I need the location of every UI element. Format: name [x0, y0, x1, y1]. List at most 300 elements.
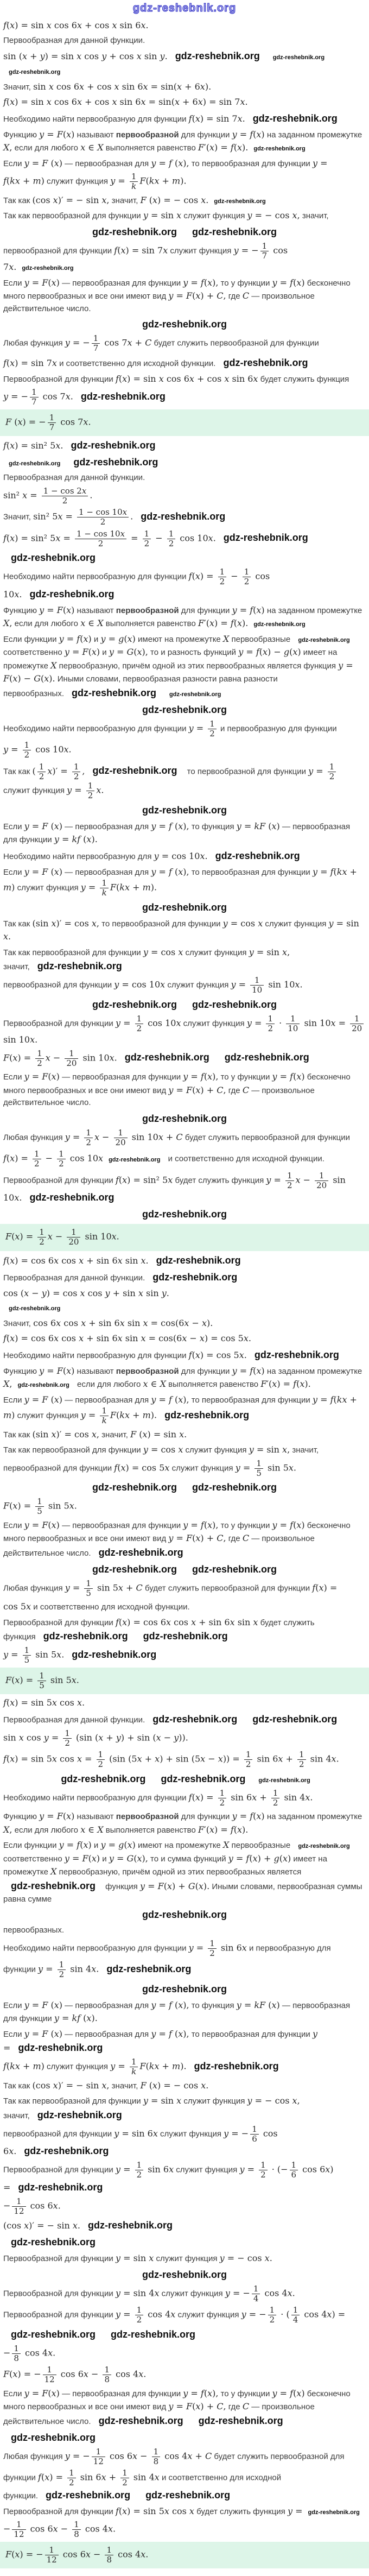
content-line: [3, 2365, 366, 2385]
fraction: $\frac{1}{8}$: [12, 2344, 21, 2364]
fraction: $\frac{1}{2}$: [285, 1171, 294, 1191]
watermark: gdz-reshebnik.org: [87, 2220, 173, 2231]
math-expression: sin (x + y) = sin x cos y + cos x sin y.: [3, 51, 168, 61]
math-expression: y = f (x),: [151, 157, 189, 168]
watermark: gdz-reshebnik.org: [111, 2328, 196, 2340]
math-expression: y = f(x),: [183, 277, 219, 288]
fraction: $\frac{1}{2}$: [244, 1750, 253, 1770]
math-expression: cos 6x) =: [3, 2164, 334, 2193]
content-line: Первообразная для данной функции.: [3, 473, 145, 482]
fraction: $\frac{1}{2}$: [67, 2468, 76, 2488]
watermark: gdz-reshebnik.org: [145, 2489, 231, 2501]
math-expression: y = F(x) + C,: [168, 1084, 226, 1095]
content-line: [3, 225, 366, 239]
math-expression: y = sin x: [115, 2253, 154, 2263]
math-expression: (cos x)′ = − sin x,: [32, 2080, 110, 2091]
math-expression: F(x) =: [3, 1052, 34, 1063]
math-expression: f(x) = cos 6x cos x + sin 6x sin x = cos(6x − x) = cos 5x.: [3, 1333, 251, 1343]
math-expression: sin 4x: [130, 2472, 160, 2483]
math-expression: cos 4x) =: [301, 2309, 346, 2320]
math-expression: sin 5x.: [45, 1500, 77, 1511]
watermark: gdz-reshebnik.org: [29, 1192, 114, 1203]
math-expression: sin x cos 6x + cos x sin 6x = sin(x + 6x).: [33, 81, 212, 92]
content-line: Первообразной для функции y = $\frac{1}{2}$ cos 4x служит функция y = − $\frac{1}{2}$ · ( $\frac{1}{4}$ cos 4x) =: [3, 2305, 346, 2325]
math-expression: f(x) = sin 5x cos x: [115, 2505, 194, 2516]
math-expression: F(kx + m).: [139, 175, 187, 186]
content-line: Если y = F(x) — первообразная для функции y = f(x), то у функции y = f(x) бесконечно много первообразных и все они имеют вид y = F(x) + C, где C — произвольное действительное число.: [3, 277, 351, 313]
math-expression: y = cos 10x.: [154, 850, 208, 861]
math-expression: F (x) = − cos x.: [140, 2080, 209, 2091]
math-expression: f(x) = cos 5x: [114, 1462, 170, 1473]
content-line: Так как первообразной для функции y = cos x служит функция y = sin x, значит, gdz-reshebnik.org: [3, 946, 290, 971]
math-expression: F′(x) = f(x).: [260, 1379, 311, 1389]
math-expression: sin 4x.: [67, 1963, 99, 1974]
fraction: $\frac{1}{20}$: [65, 1049, 78, 1069]
content-line: Первообразной для функции y = sin x служит функция y = − cos x.: [3, 2253, 272, 2263]
math-expression: y =: [80, 1410, 99, 1420]
watermark: gdz-reshebnik.org: [258, 1777, 310, 1784]
math-expression: y = f (x),: [151, 1394, 189, 1405]
watermark: gdz-reshebnik.org: [46, 2489, 131, 2501]
fraction: $\frac{1}{20}$: [67, 1228, 80, 1247]
math-expression: y = F(x): [64, 1853, 100, 1864]
math-expression: y =: [80, 882, 99, 893]
watermark: gdz-reshebnik.org: [141, 510, 226, 522]
watermark: gdz-reshebnik.org: [161, 1773, 246, 1784]
math-expression: sin 10x =: [301, 1018, 349, 1028]
watermark: gdz-reshebnik.org: [308, 2509, 360, 2516]
watermark: gdz-reshebnik.org: [80, 390, 166, 402]
content-line: Если y = F(x) — первообразная для функции y = f(x), то у функции y = f(x) бесконечно много первообразных и все они имеют вид y = F(x) + C, где C — произвольное действительное число. gdz-reshebnik.org gdz-reshebnik.org: [3, 2388, 351, 2426]
watermark: gdz-reshebnik.org: [142, 2269, 227, 2280]
fraction: $\frac{1}{8}$: [105, 2546, 113, 2565]
content-line: f(kx + m) служит функция y = $\frac{1}{k}$ F(kx + m). gdz-reshebnik.org: [3, 2057, 279, 2077]
fraction: $\frac{1}{12}$: [92, 2447, 105, 2467]
math-expression: sin 5x + C: [94, 1582, 143, 1593]
content-line: Первообразной для функции f(x) = sin x cos 6x + cos x sin 6x будет служить функция: [3, 373, 349, 384]
math-expression: cos 4x.: [22, 2347, 56, 2358]
content-line: f(kx + m) служит функция y = $\frac{1}{k}$ F(kx + m).: [3, 172, 187, 192]
math-expression: f(x) =: [188, 571, 217, 582]
watermark: gdz-reshebnik.org: [152, 1271, 238, 1283]
math-expression: X,: [3, 618, 12, 628]
math-expression: .: [90, 490, 93, 501]
content-line: [3, 1729, 366, 1748]
math-expression: sin x cos y =: [3, 1732, 62, 1743]
math-expression: cos 4x.: [115, 2549, 149, 2560]
math-expression: y = −: [224, 2128, 249, 2139]
content-line: [3, 803, 366, 818]
watermark: gdz-reshebnik.org: [164, 1409, 250, 1420]
fraction: $\frac{1}{2}$: [37, 762, 46, 782]
content-line: [3, 1332, 366, 1346]
fraction: $\frac{1}{8}$: [103, 2365, 111, 2385]
math-expression: sin 10x.: [3, 1034, 38, 1045]
math-expression: y =: [308, 766, 326, 776]
content-line: [3, 1253, 366, 1268]
math-expression: sin 5x.: [47, 1675, 79, 1685]
content-line: [3, 455, 366, 470]
math-expression: cos 6x.: [3, 2128, 278, 2156]
fraction: $\frac{1}{12}$: [45, 2546, 59, 2565]
math-expression: cos 4x + C: [162, 2451, 212, 2461]
math-expression: y =: [235, 1462, 253, 1473]
math-expression: cos 10x.: [3, 571, 270, 599]
content-line: Любая функция y = − $\frac{1}{7}$ cos 7x + C будет служить первообразной для функции: [3, 333, 319, 353]
math-expression: cos 6x −: [58, 2369, 101, 2379]
content-line: Первообразной для функции f(x) = cos 6x cos x + sin 6x sin x будет служить функция gdz-reshebnik.org gdz-reshebnik.org: [3, 1617, 315, 1641]
watermark: gdz-reshebnik.org: [92, 765, 177, 776]
content-line: [3, 1562, 366, 1577]
math-expression: y =: [38, 1963, 56, 1974]
content-line: первообразной для функции f(x) = sin 7x служит функция y = − $\frac{1}{7}$ cos 7x. gdz-reshebnik.org: [3, 241, 288, 272]
fraction: $\frac{1}{2}$: [328, 762, 336, 782]
math-expression: y = F (x): [24, 1394, 62, 1405]
content-line: Если y = F (x) — первообразная для y = f (x), то первообразная для функции y =: [3, 157, 328, 168]
math-expression: y = F(x): [39, 604, 75, 615]
math-expression: cos 10x: [145, 1018, 181, 1028]
math-expression: y = f(x),: [183, 1519, 219, 1530]
math-expression: y = g(x): [100, 633, 136, 644]
fraction: $\frac{1}{7}$: [92, 334, 100, 353]
watermark: gdz-reshebnik.org: [142, 1983, 227, 1994]
content-line: Первообразная для данной функции.: [3, 35, 145, 45]
math-expression: f(x) = sin 7x: [114, 245, 168, 256]
math-expression: y =: [115, 2309, 133, 2320]
content-line: Если y = F (x) — первообразная для y = f (x), то функция y = kF (x) — первообразная для функции y = kf (x).: [3, 820, 351, 844]
answer-line: [0, 1224, 369, 1251]
watermark: gdz-reshebnik.org: [98, 1546, 183, 1558]
watermark: gdz-reshebnik.org: [18, 2181, 103, 2193]
math-expression: f(x) = sin x cos 6x + cos x sin 6x.: [3, 20, 149, 30]
math-expression: y =: [231, 979, 249, 990]
math-expression: f(kx + m): [3, 2061, 44, 2072]
watermark: gdz-reshebnik.org: [17, 1382, 69, 1388]
watermark: gdz-reshebnik.org: [252, 112, 338, 124]
math-expression: y = −: [241, 2309, 266, 2320]
math-expression: X: [222, 633, 230, 644]
math-expression: y = f(x),: [183, 1071, 219, 1082]
math-expression: F(x) =: [5, 1675, 36, 1685]
content-line: Функцию y = F(x) называют первообразной для функции y = f(x) на заданном промежутке X, если для любого x ∈ X выполняется равенство F′(x) = f(x).: [3, 1811, 362, 1835]
math-expression: ·: [276, 1018, 285, 1028]
math-expression: f(x) =: [3, 1153, 31, 1164]
math-expression: sin 10x.: [80, 1052, 117, 1063]
math-expression: f(kx + m): [3, 175, 44, 186]
fraction: $\frac{1}{8}$: [152, 2447, 161, 2467]
math-expression: y = F (x): [24, 866, 62, 877]
math-expression: sin 5x.: [264, 1462, 297, 1473]
math-expression: y =: [67, 785, 85, 795]
math-expression: y = F(x): [24, 2388, 60, 2398]
watermark: gdz-reshebnik.org: [22, 265, 74, 272]
math-expression: y = kF (x): [236, 820, 280, 831]
content-line: [3, 997, 366, 1012]
math-expression: y = g(x): [100, 1840, 136, 1850]
math-expression: F(x) = −: [3, 2369, 41, 2379]
content-line: Первообразной для функции y = $\frac{1}{2}$ sin 6x служит функция y = $\frac{1}{2}$ · (− $\frac{1}{6}$ cos 6x) = gdz-reshebnik.org: [3, 2160, 334, 2193]
math-expression: sin² x =: [3, 490, 40, 501]
content-line: Если y = F (x) — первообразная для y = f (x), то первообразная для функции y = gdz-reshebnik.org: [3, 2028, 317, 2053]
content-line: функции f(x) = $\frac{1}{2}$ sin 6x + $\frac{1}{2}$ sin 4x и соответственно для исходной функции. gdz-reshebnik.org gdz-reshebnik.org: [3, 2468, 282, 2501]
watermark: gdz-reshebnik.org: [253, 146, 306, 152]
watermark: gdz-reshebnik.org: [92, 1563, 177, 1575]
watermark: gdz-reshebnik.org: [37, 961, 122, 971]
content-line: Первообразная для данной функции. gdz-reshebnik.org: [3, 1271, 238, 1283]
watermark: gdz-reshebnik.org: [214, 198, 266, 205]
math-expression: y =: [3, 1649, 21, 1660]
math-expression: X: [50, 1866, 57, 1877]
fraction: $\frac{1}{2}$: [167, 529, 176, 549]
math-expression: x −: [47, 1231, 66, 1242]
fraction: $\frac{1}{10}$: [286, 1014, 300, 1034]
content-line: первообразной для функции f(x) = cos 5x служит функция y = $\frac{1}{5}$ sin 5x.: [3, 1458, 297, 1478]
fraction: $\frac{1}{2}$: [72, 762, 81, 782]
math-expression: C: [242, 1084, 250, 1095]
fraction: $\frac{1}{2}$: [243, 567, 251, 587]
math-expression: y =: [115, 1018, 133, 1028]
content-line: Первообразная для данной функции. gdz-reshebnik.org gdz-reshebnik.org: [3, 1713, 338, 1725]
math-expression: y = sin x: [143, 2095, 182, 2106]
fraction: $\frac{1}{2}$: [268, 2306, 277, 2325]
fraction: $\frac{1}{2}$: [35, 1049, 44, 1069]
watermark: gdz-reshebnik.org: [61, 1773, 146, 1784]
content-line: [3, 1302, 366, 1315]
fraction: $\frac{1}{2}$: [218, 1789, 227, 1808]
math-expression: F(kx + m).: [110, 1410, 157, 1420]
fraction: $\frac{1}{2}$: [120, 2468, 129, 2488]
fraction: $\frac{1}{5}$: [35, 1497, 44, 1517]
math-expression: y = G(x),: [109, 1853, 148, 1864]
content-line: Так как (cos x)′ = − sin x, значит, F (x) = − cos x.: [3, 2080, 209, 2091]
watermark: gdz-reshebnik.org: [298, 1843, 350, 1849]
watermark: gdz-reshebnik.org: [142, 319, 227, 330]
math-expression: y =: [115, 2164, 133, 2175]
fraction: $\frac{1}{8}$: [72, 2520, 81, 2540]
math-expression: x ∈ X: [80, 142, 104, 153]
fraction: $\frac{1}{2}$: [208, 1939, 217, 1959]
math-expression: −: [228, 571, 241, 582]
watermark: gdz-reshebnik.org: [175, 50, 260, 61]
math-expression: sin 6x: [145, 2164, 174, 2175]
fraction: $\frac{1}{2}$: [97, 1750, 105, 1770]
math-expression: cos 7x + C: [101, 337, 152, 348]
content-line: первообразной для функции y = cos 10x служит функция y = $\frac{1}{10}$ sin 10x.: [3, 975, 303, 995]
watermark: gdz-reshebnik.org: [192, 226, 277, 237]
math-expression: y = f(kx + m): [3, 866, 357, 893]
math-expression: C: [242, 2401, 250, 2411]
math-expression: y = cos x: [222, 918, 263, 929]
fraction: $\frac{1}{6}$: [290, 2161, 298, 2180]
math-expression: f(x) = sin 7x.: [188, 113, 245, 124]
watermark: gdz-reshebnik.org: [224, 1052, 309, 1063]
watermark: gdz-reshebnik.org: [198, 2415, 283, 2426]
content-line: cos 5x и соответственно для исходной функции.: [3, 1601, 190, 1612]
watermark: gdz-reshebnik.org: [192, 999, 277, 1010]
math-expression: cos 7x.: [58, 416, 91, 427]
fraction: $\frac{1}{2}$: [259, 2161, 268, 2180]
math-expression: −: [42, 1153, 56, 1164]
math-expression: =: [128, 533, 141, 544]
fraction: $\frac{1}{5}$: [37, 1671, 46, 1691]
content-line: [3, 1480, 366, 1495]
math-expression: (sin x)′ = cos x,: [32, 1429, 99, 1439]
content-line: [3, 2430, 366, 2445]
watermark: gdz-reshebnik.org: [142, 704, 227, 715]
math-expression: x)′ =: [47, 766, 71, 776]
fraction: $\frac{1}{20}$: [315, 1171, 328, 1191]
math-expression: y = F(x) − G(x).: [3, 660, 353, 684]
answer-line: [0, 2542, 369, 2569]
fraction: $\frac{1}{2}$: [33, 1150, 41, 1169]
content-line: [3, 1750, 366, 1770]
math-expression: −: [3, 2523, 11, 2534]
watermark: gdz-reshebnik.org: [11, 1880, 96, 1891]
content-line: Значит, sin x cos 6x + cos x sin 6x = sin(x + 6x).: [3, 81, 212, 92]
math-expression: y = F(x): [64, 647, 100, 657]
math-expression: x ∈ X: [80, 1824, 104, 1835]
watermark: gdz-reshebnik.org: [24, 2145, 109, 2156]
math-expression: F′(x) = f(x).: [198, 1824, 249, 1835]
watermark: gdz-reshebnik.org: [298, 636, 350, 643]
fraction: $\frac{1}{2}$: [23, 741, 31, 760]
watermark: gdz-reshebnik.org: [252, 1713, 338, 1725]
content-line: [3, 551, 366, 565]
math-expression: y = F(x): [39, 1811, 75, 1821]
content-line: Любая функция y = $\frac{1}{5}$ sin 5x + C будет служить первообразной для функции f(x) =: [3, 1578, 338, 1598]
content-line: Если функции y = f(x) и y = g(x) имеют на промежутке X первообразные gdz-reshebnik.org соответственно y = F(x) и y = G(x), то и сумма функций y = f(x) + g(x) имеет на промежутке X первообразную, причём одной из этих первообразных является gdz-reshebnik.org функция y = F(x) + G(x). Иными словами, первообразная суммы равна сумме: [3, 1840, 362, 1904]
math-expression: f(x) = sin x cos 6x + cos x sin 6x: [115, 373, 258, 384]
math-expression: y = F (x): [24, 1999, 62, 2010]
content-line: Функцию y = F(x) называют первообразной для функции y = f(x) на заданном промежутке X, если для любого x ∈ X выполняется равенство F′(x) = f(x). gdz-reshebnik.org: [3, 604, 362, 628]
math-expression: y = f(x) + g(x): [228, 1853, 291, 1864]
fraction: $\frac{1}{12}$: [12, 2520, 26, 2540]
watermark: gdz-reshebnik.org: [215, 850, 300, 861]
math-expression: (sin x)′ = cos x,: [32, 918, 99, 929]
math-expression: F (x) = −: [5, 416, 46, 427]
math-expression: f(x) = cos 6x cos x + sin 6x sin x: [115, 1617, 258, 1627]
content-line: [3, 2235, 366, 2250]
watermark: gdz-reshebnik.org: [92, 999, 177, 1010]
watermark: gdz-reshebnik.org: [223, 357, 308, 368]
math-expression: f(x) = sin x cos 6x + cos x sin 6x = sin(x + 6x) = sin 7x.: [3, 97, 248, 107]
content-line: [3, 317, 366, 332]
math-expression: y = f (x),: [151, 820, 189, 831]
math-expression: y = kf (x).: [54, 834, 98, 844]
content-line: Значит, cos 6x cos x + sin 6x sin x = cos(6x − x).: [3, 1317, 213, 1328]
fraction: $\frac{1}{6}$: [250, 2125, 259, 2144]
math-expression: F(x) = −: [5, 2549, 43, 2560]
fraction: $\frac{1}{2}$: [57, 1150, 66, 1169]
content-line: Если y = F(x) — первообразная для функции y = f(x), то у функции y = f(x) бесконечно много первообразных и все они имеют вид y = F(x) + C, где C — произвольное действительное число.: [3, 1071, 351, 1107]
math-expression: y = sin x,: [249, 1444, 290, 1455]
math-expression: y = f(x): [232, 604, 265, 615]
math-expression: y = F (x): [24, 2028, 62, 2039]
math-expression: y = − cos x,: [247, 2095, 300, 2106]
math-expression: x ∈ X: [143, 1379, 166, 1389]
math-expression: y = F (x): [24, 820, 62, 831]
fraction: $\frac{1}{k}$: [100, 879, 109, 898]
watermark: gdz-reshebnik.org: [29, 588, 114, 599]
math-expression: · (−: [269, 2164, 288, 2175]
content-line: Первообразной для функции y = $\frac{1}{2}$ cos 10x служит функция y = $\frac{1}{2}$ · $\frac{1}{10}$ sin 10x = $\frac{1}{20}$ sin 10x.: [3, 1014, 366, 1047]
math-expression: cos 6x −: [60, 2549, 104, 2560]
math-expression: (cos x)′ = − sin x.: [3, 2220, 80, 2231]
math-expression: y = f(x): [272, 277, 305, 288]
content-line: [3, 741, 366, 760]
fraction: $\frac{1 - \cos 2x}{2}$: [42, 487, 88, 506]
math-expression: cos 6x cos x + sin 6x sin x = cos(6x − x).: [33, 1317, 213, 1328]
math-expression: y = f(kx + m): [3, 1394, 357, 1420]
math-expression: y = F(x) + C,: [168, 2401, 226, 2411]
math-expression: y = cos x: [143, 946, 183, 957]
content-line: Если y = F(x) — первообразная для функции y = f(x), то у функции y = f(x) бесконечно много первообразных и все они имеют вид y = F(x) + C, где C — произвольное действительное число. gdz-reshebnik.org: [3, 1519, 351, 1558]
math-expression: y = G(x),: [109, 647, 148, 657]
math-expression: F′(x) = f(x).: [198, 142, 249, 153]
content-line: [3, 2218, 366, 2233]
fraction: $\frac{1}{7}$: [48, 413, 56, 433]
math-expression: y =: [65, 1582, 83, 1593]
math-expression: (sin (x + y) + sin (x − y)).: [73, 1732, 188, 1743]
math-expression: y =: [110, 2061, 128, 2072]
math-expression: sin 4x.: [307, 1753, 339, 1764]
math-expression: cos 6x −: [27, 2523, 71, 2534]
math-expression: sin 10x.: [3, 1175, 346, 1203]
math-expression: y = F(x) + C,: [168, 291, 226, 301]
math-expression: y =: [246, 1018, 265, 1028]
fraction: $\frac{1}{2}$: [58, 1960, 66, 1980]
math-expression: f(x) =: [312, 1582, 338, 1593]
fraction: $\frac{1}{12}$: [43, 2365, 56, 2385]
math-expression: X,: [3, 1824, 12, 1835]
math-expression: sin 6x +: [254, 1753, 296, 1764]
fraction: $\frac{1}{2}$: [135, 2306, 144, 2325]
math-expression: sin 6x +: [77, 2472, 119, 2483]
content-line: первообразных.: [3, 1925, 65, 1935]
content-line: Необходимо найти первообразную для y = cos 10x. gdz-reshebnik.org: [3, 850, 300, 861]
watermark: gdz-reshebnik.org: [169, 691, 221, 698]
math-expression: cos 4x: [145, 2309, 176, 2320]
math-expression: cos 4x.: [113, 2369, 147, 2379]
watermark: gdz-reshebnik.org: [98, 2415, 183, 2426]
watermark: gdz-reshebnik.org: [143, 1631, 228, 1641]
watermark: gdz-reshebnik.org: [43, 1631, 128, 1641]
content-line: [3, 1112, 366, 1126]
content-line: Так как первообразной для функции y = sin x служит функция y = − cos x, значит, gdz-reshebnik.org: [3, 2095, 300, 2120]
math-expression: x −: [45, 1052, 63, 1063]
content-line: Если y = F (x) — первообразная для y = f (x), то первообразная для функции y = f(kx + m) служит функция y = $\frac{1}{k}$ F(kx + m). gdz-reshebnik.org: [3, 1394, 357, 1426]
math-expression: y =: [110, 175, 128, 186]
content-line: Функцию y = F(x) называют первообразной для функции y = f(x) на заданном промежутке X, если для любого x ∈ X выполняется равенство F′(x) = f(x). gdz-reshebnik.org: [3, 129, 362, 153]
content-line: Так как ( $\frac{1}{2}$ x)′ = $\frac{1}{2}$ , gdz-reshebnik.org то первообразной для функции y = $\frac{1}{2}$ служит функция y = $\frac{1}{2}$ x.: [3, 762, 366, 801]
watermark: gdz-reshebnik.org: [9, 69, 61, 75]
math-expression: y = F(x) + C,: [168, 1533, 226, 1543]
math-expression: f(x) =: [188, 1792, 217, 1803]
content-line: Функцию y = F(x) называют первообразной для функции y = f(x) на заданном промежутке X, gdz-reshebnik.org если для любого x ∈ X выполняется равенство F′(x) = f(x).: [3, 1365, 362, 1389]
fraction: $\frac{1}{2}$: [37, 1228, 46, 1247]
math-expression: f(x) = sin² 5x: [115, 1175, 173, 1185]
content-line: f(x) = $\frac{1}{2}$ − $\frac{1}{2}$ cos 10x gdz-reshebnik.org и соответственно для исходной функции.: [3, 1149, 325, 1169]
math-expression: .: [130, 511, 133, 522]
content-line: f(x) = sin 7x и соответственно для исходной функции. gdz-reshebnik.org: [3, 357, 308, 368]
math-expression: f(x) = sin 5x cos x.: [3, 1697, 85, 1708]
math-expression: f(x) = sin 5x cos x =: [3, 1753, 95, 1764]
fraction: $\frac{1}{k}$: [130, 2057, 138, 2077]
math-expression: y = − cos x.: [219, 2253, 272, 2263]
math-expression: y = sin x,: [249, 946, 290, 957]
math-expression: y = f (x),: [151, 866, 189, 877]
watermark: gdz-reshebnik.org: [9, 1305, 61, 1312]
